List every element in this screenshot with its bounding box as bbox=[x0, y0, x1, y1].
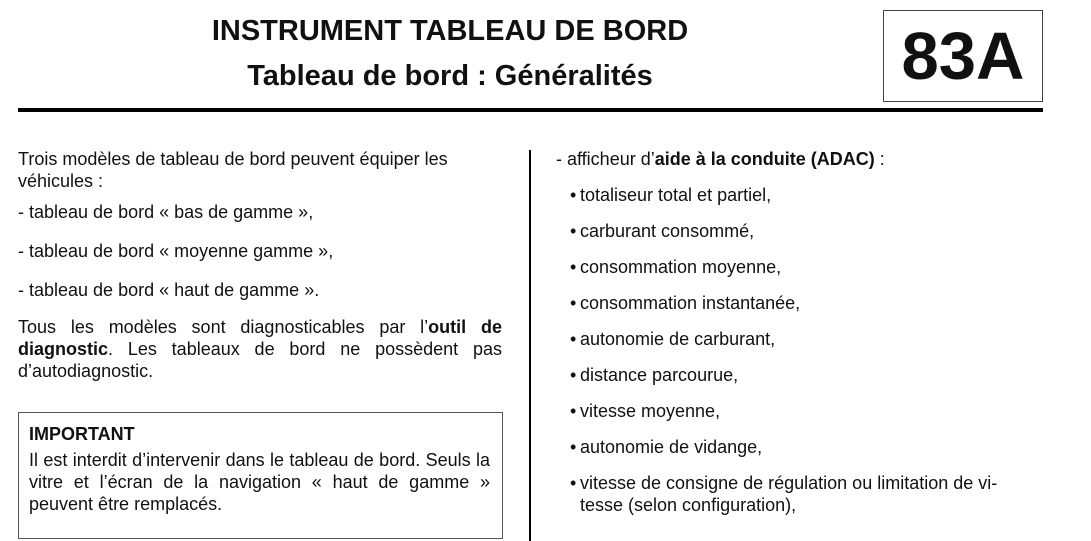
page-title: INSTRUMENT TABLEAU DE BORD bbox=[211, 15, 689, 47]
bullet-icon: • bbox=[570, 473, 577, 493]
important-text: Il est interdit d’intervenir dans le tableau de bord. Seuls la vitre et l’écran de la navigation « haut de gamme » peuvent être remplacés. bbox=[29, 450, 490, 514]
model-list-item: - tableau de bord « moyenne gamme », bbox=[18, 241, 334, 261]
right-column bbox=[556, 148, 1046, 515]
list-item: • vitesse moyenne, bbox=[570, 401, 721, 421]
model-list-item: - tableau de bord « bas de gamme », bbox=[18, 202, 314, 222]
important-heading: IMPORTANT bbox=[29, 424, 135, 444]
model-list-item: - tableau de bord « haut de gamme ». bbox=[18, 280, 320, 300]
bullet-icon: • bbox=[570, 185, 577, 205]
list-item: • consommation moyenne, bbox=[570, 257, 782, 277]
list-item: • totaliseur total et partiel, bbox=[570, 185, 772, 205]
bullet-icon: • bbox=[570, 365, 577, 385]
diagnostic-tool-term: outil de diagnostic bbox=[18, 317, 502, 359]
adac-term: aide à la conduite (ADAC) bbox=[654, 149, 875, 169]
important-notice bbox=[18, 412, 503, 539]
bullet-icon: • bbox=[570, 329, 577, 349]
adac-heading bbox=[556, 148, 1046, 170]
list-item: • carburant consommé, bbox=[570, 221, 755, 241]
intro-paragraph: Trois modèles de tableau de bord peuvent équiper les véhicules : bbox=[18, 149, 448, 191]
list-item: • vitesse de consigne de régulation ou limitation de vi- tesse (selon configuration), bbox=[570, 473, 998, 515]
bullet-icon: • bbox=[570, 293, 577, 313]
page-subtitle: Tableau de bord : Généralités bbox=[247, 60, 653, 92]
diagnostic-text-start: Tous les modèles sont diagnosticables par l’ bbox=[18, 317, 429, 337]
adac-suffix: : bbox=[874, 149, 885, 169]
list-item: • consommation instantanée, bbox=[570, 293, 801, 313]
header-rule bbox=[18, 108, 1043, 112]
bullet-icon: • bbox=[570, 437, 577, 457]
left-column bbox=[18, 148, 502, 382]
column-divider bbox=[529, 150, 531, 541]
adac-prefix: - afficheur d’ bbox=[556, 149, 655, 169]
list-item: • autonomie de carburant, bbox=[570, 329, 776, 349]
list-item: • autonomie de vidange, bbox=[570, 437, 763, 457]
bullet-icon: • bbox=[570, 401, 577, 421]
diagnostic-text-end: . Les tableaux de bord ne possèdent pas d’autodiagnostic. bbox=[18, 339, 502, 381]
diagnostic-paragraph bbox=[18, 316, 502, 382]
list-item: • distance parcourue, bbox=[570, 365, 739, 385]
section-code-badge: 83A bbox=[883, 10, 1043, 102]
bullet-icon: • bbox=[570, 257, 577, 277]
bullet-icon: • bbox=[570, 221, 577, 241]
